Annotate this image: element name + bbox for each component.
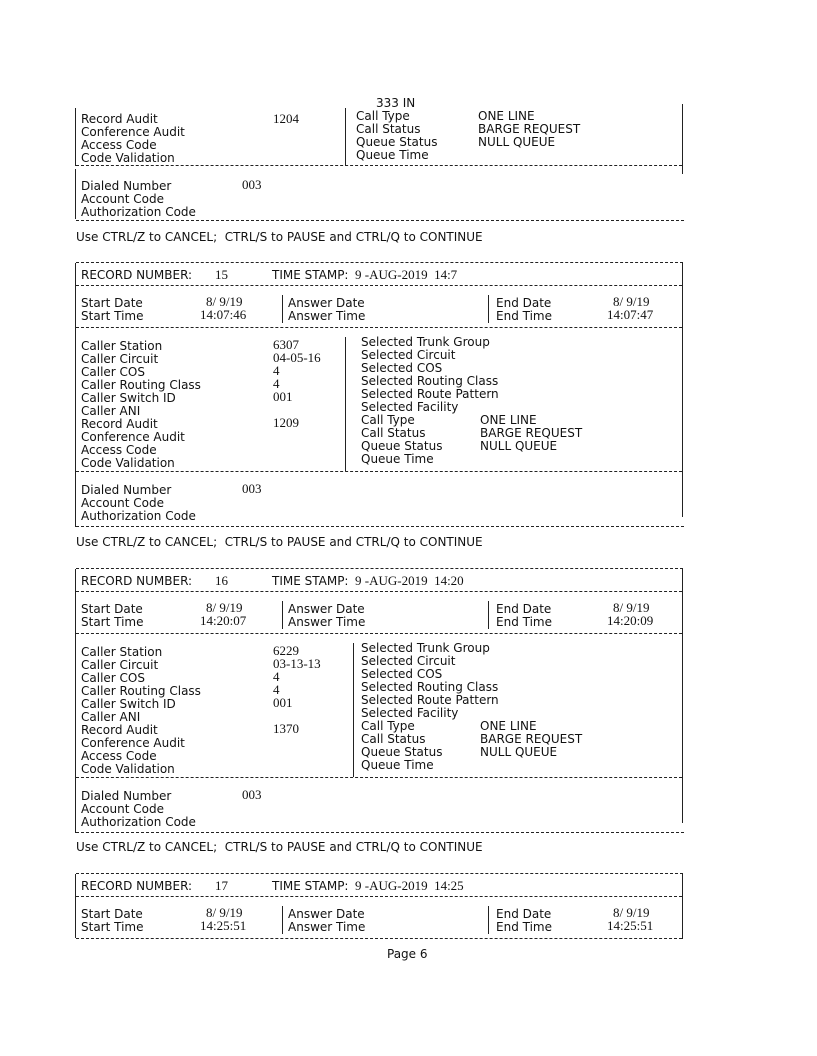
record-bottom-border [76, 832, 684, 833]
selected-cos-label: Selected COS [361, 667, 443, 681]
column-divider [353, 643, 354, 777]
selected-circuit-label: Selected Circuit [361, 348, 456, 362]
start-time-value: 14:25:51 [200, 918, 247, 933]
caller-cos-value: 4 [273, 363, 280, 378]
answer-date-label: Answer Date [288, 907, 365, 921]
section-divider [76, 471, 682, 472]
record-number-value: 16 [215, 573, 228, 588]
conference-audit-label: Conference Audit [81, 125, 185, 139]
call-type-value: ONE LINE [480, 719, 537, 733]
account-code-label: Account Code [81, 496, 164, 510]
end-date-label: End Date [496, 602, 552, 616]
caller-station-label: Caller Station [81, 645, 163, 659]
record-audit-label: Record Audit [81, 112, 158, 126]
section-divider [76, 777, 682, 778]
record-number-value: 15 [215, 267, 228, 282]
call-type-label: Call Type [361, 719, 415, 733]
column-divider [282, 601, 283, 629]
time-stamp-label: TIME STAMP: [272, 879, 349, 893]
column-divider [488, 906, 489, 934]
record-bottom-border [76, 220, 684, 221]
record-number-label: RECORD NUMBER: [81, 268, 193, 282]
end-time-label: End Time [496, 309, 552, 323]
time-stamp-value: 9 -AUG-2019 14:25 [355, 878, 464, 893]
end-time-label: End Time [496, 615, 552, 629]
record-number-label: RECORD NUMBER: [81, 574, 193, 588]
start-date-label: Start Date [81, 602, 143, 616]
selected-facility-label: Selected Facility [361, 706, 459, 720]
caller-circuit-value: 03-13-13 [273, 656, 321, 671]
access-code-label: Access Code [81, 138, 157, 152]
account-code-label: Account Code [81, 192, 164, 206]
border-left [75, 169, 76, 219]
access-code-label: Access Code [81, 749, 157, 763]
start-date-label: Start Date [81, 296, 143, 310]
record-top-border [76, 262, 683, 263]
selected-routing-class-label: Selected Routing Class [361, 680, 499, 694]
record-bottom-border [76, 526, 684, 527]
caller-switch-id-label: Caller Switch ID [81, 697, 176, 711]
time-stamp-label: TIME STAMP: [272, 268, 349, 282]
end-date-value: 8/ 9/19 [613, 905, 650, 920]
selected-routing-class-label: Selected Routing Class [361, 374, 499, 388]
code-validation-label: Code Validation [81, 762, 175, 776]
call-status-value: BARGE REQUEST [480, 732, 583, 746]
authorization-code-label: Authorization Code [81, 205, 196, 219]
answer-date-label: Answer Date [288, 602, 365, 616]
end-date-value: 8/ 9/19 [613, 600, 650, 615]
record-top-border [76, 873, 683, 874]
border-left [75, 874, 76, 938]
conference-audit-label: Conference Audit [81, 736, 185, 750]
caller-ani-label: Caller ANI [81, 710, 141, 724]
queue-status-label: Queue Status [356, 135, 438, 149]
answer-date-label: Answer Date [288, 296, 365, 310]
caller-ani-label: Caller ANI [81, 404, 141, 418]
caller-cos-label: Caller COS [81, 671, 145, 685]
end-date-label: End Date [496, 907, 552, 921]
selected-cos-label: Selected COS [361, 361, 443, 375]
start-time-value: 14:07:46 [200, 307, 247, 322]
start-time-label: Start Time [81, 920, 144, 934]
column-divider [488, 295, 489, 323]
border-right [682, 568, 683, 823]
call-type-value: ONE LINE [478, 109, 535, 123]
header-divider [76, 591, 682, 592]
start-date-value: 8/ 9/19 [206, 905, 243, 920]
selected-circuit-label: Selected Circuit [361, 654, 456, 668]
end-time-value: 14:25:51 [607, 918, 654, 933]
caller-station-value: 6307 [273, 337, 299, 352]
queue-status-value: NULL QUEUE [480, 439, 558, 453]
record-audit-label: Record Audit [81, 417, 158, 431]
caller-switch-id-label: Caller Switch ID [81, 391, 176, 405]
border-left [75, 569, 76, 833]
end-time-label: End Time [496, 920, 552, 934]
record-audit-value: 1204 [273, 111, 299, 126]
section-divider [76, 938, 682, 939]
time-stamp-label: TIME STAMP: [272, 574, 349, 588]
end-date-label: End Date [496, 296, 552, 310]
selected-trunk-group-label: Selected Trunk Group [361, 335, 490, 349]
call-type-label: Call Type [361, 413, 415, 427]
start-date-value: 8/ 9/19 [206, 294, 243, 309]
border-right [682, 262, 683, 517]
start-date-label: Start Date [81, 907, 143, 921]
caller-switch-id-value: 001 [273, 695, 293, 710]
caller-routing-class-label: Caller Routing Class [81, 378, 201, 392]
caller-station-label: Caller Station [81, 339, 163, 353]
column-divider [345, 108, 346, 166]
record-audit-value: 1209 [273, 415, 299, 430]
caller-routing-class-value: 4 [273, 682, 280, 697]
column-divider [282, 906, 283, 934]
account-code-label: Account Code [81, 802, 164, 816]
dialed-number-value: 003 [242, 787, 262, 802]
caller-routing-class-value: 4 [273, 376, 280, 391]
selected-route-pattern-label: Selected Route Pattern [361, 387, 499, 401]
dialed-number-value: 003 [242, 177, 262, 192]
page-number: Page 6 [387, 947, 428, 961]
dialed-number-label: Dialed Number [81, 483, 172, 497]
queue-time-label: Queue Time [361, 758, 434, 772]
queue-status-label: Queue Status [361, 439, 443, 453]
access-code-label: Access Code [81, 443, 157, 457]
column-divider [488, 601, 489, 629]
answer-time-label: Answer Time [288, 615, 366, 629]
section-divider [76, 327, 682, 328]
authorization-code-label: Authorization Code [81, 509, 196, 523]
caller-cos-label: Caller COS [81, 365, 145, 379]
column-divider [345, 337, 346, 471]
call-status-label: Call Status [361, 732, 426, 746]
section-divider [76, 633, 682, 634]
time-stamp-value: 9 -AUG-2019 14:7 [355, 267, 458, 282]
header-divider [76, 896, 682, 897]
conference-audit-label: Conference Audit [81, 430, 185, 444]
caller-circuit-label: Caller Circuit [81, 658, 159, 672]
start-date-value: 8/ 9/19 [206, 600, 243, 615]
answer-time-label: Answer Time [288, 920, 366, 934]
time-stamp-value: 9 -AUG-2019 14:20 [355, 573, 464, 588]
section-divider [76, 165, 682, 166]
start-time-label: Start Time [81, 615, 144, 629]
start-time-value: 14:20:07 [200, 613, 247, 628]
call-status-label: Call Status [361, 426, 426, 440]
header-divider [76, 285, 682, 286]
caller-switch-id-value: 001 [273, 389, 293, 404]
record-number-value: 17 [215, 878, 228, 893]
selected-route-pattern-label: Selected Route Pattern [361, 693, 499, 707]
call-status-value: BARGE REQUEST [478, 122, 581, 136]
caller-station-value: 6229 [273, 643, 299, 658]
call-status-label: Call Status [356, 122, 421, 136]
border-right [682, 873, 683, 939]
selected-trunk-group-label: Selected Trunk Group [361, 641, 490, 655]
prompt-line: Use CTRL/Z to CANCEL; CTRL/S to PAUSE and CTRL/Q to CONTINUE [76, 230, 483, 244]
prompt-line: Use CTRL/Z to CANCEL; CTRL/S to PAUSE and CTRL/Q to CONTINUE [76, 840, 483, 854]
call-type-label: Call Type [356, 109, 410, 123]
record-audit-label: Record Audit [81, 723, 158, 737]
selected-facility-label: Selected Facility [361, 400, 459, 414]
dialed-number-label: Dialed Number [81, 179, 172, 193]
record-number-label: RECORD NUMBER: [81, 879, 193, 893]
border-right [682, 104, 683, 174]
code-validation-label: Code Validation [81, 151, 175, 165]
queue-status-label: Queue Status [361, 745, 443, 759]
queue-time-label: Queue Time [361, 452, 434, 466]
caller-routing-class-label: Caller Routing Class [81, 684, 201, 698]
authorization-code-label: Authorization Code [81, 815, 196, 829]
selected-facility-value: 333 IN [376, 96, 416, 110]
call-type-value: ONE LINE [480, 413, 537, 427]
queue-status-value: NULL QUEUE [480, 745, 558, 759]
column-divider [282, 295, 283, 323]
caller-cos-value: 4 [273, 669, 280, 684]
prompt-line: Use CTRL/Z to CANCEL; CTRL/S to PAUSE and CTRL/Q to CONTINUE [76, 535, 483, 549]
dialed-number-label: Dialed Number [81, 789, 172, 803]
code-validation-label: Code Validation [81, 456, 175, 470]
end-time-value: 14:07:47 [607, 307, 654, 322]
end-date-value: 8/ 9/19 [613, 294, 650, 309]
border-left [75, 263, 76, 527]
start-time-label: Start Time [81, 309, 144, 323]
border-left [75, 108, 76, 166]
answer-time-label: Answer Time [288, 309, 366, 323]
call-status-value: BARGE REQUEST [480, 426, 583, 440]
caller-circuit-value: 04-05-16 [273, 350, 321, 365]
dialed-number-value: 003 [242, 481, 262, 496]
end-time-value: 14:20:09 [607, 613, 654, 628]
queue-time-label: Queue Time [356, 148, 429, 162]
record-audit-value: 1370 [273, 721, 299, 736]
caller-circuit-label: Caller Circuit [81, 352, 159, 366]
queue-status-value: NULL QUEUE [478, 135, 556, 149]
record-top-border [76, 568, 683, 569]
